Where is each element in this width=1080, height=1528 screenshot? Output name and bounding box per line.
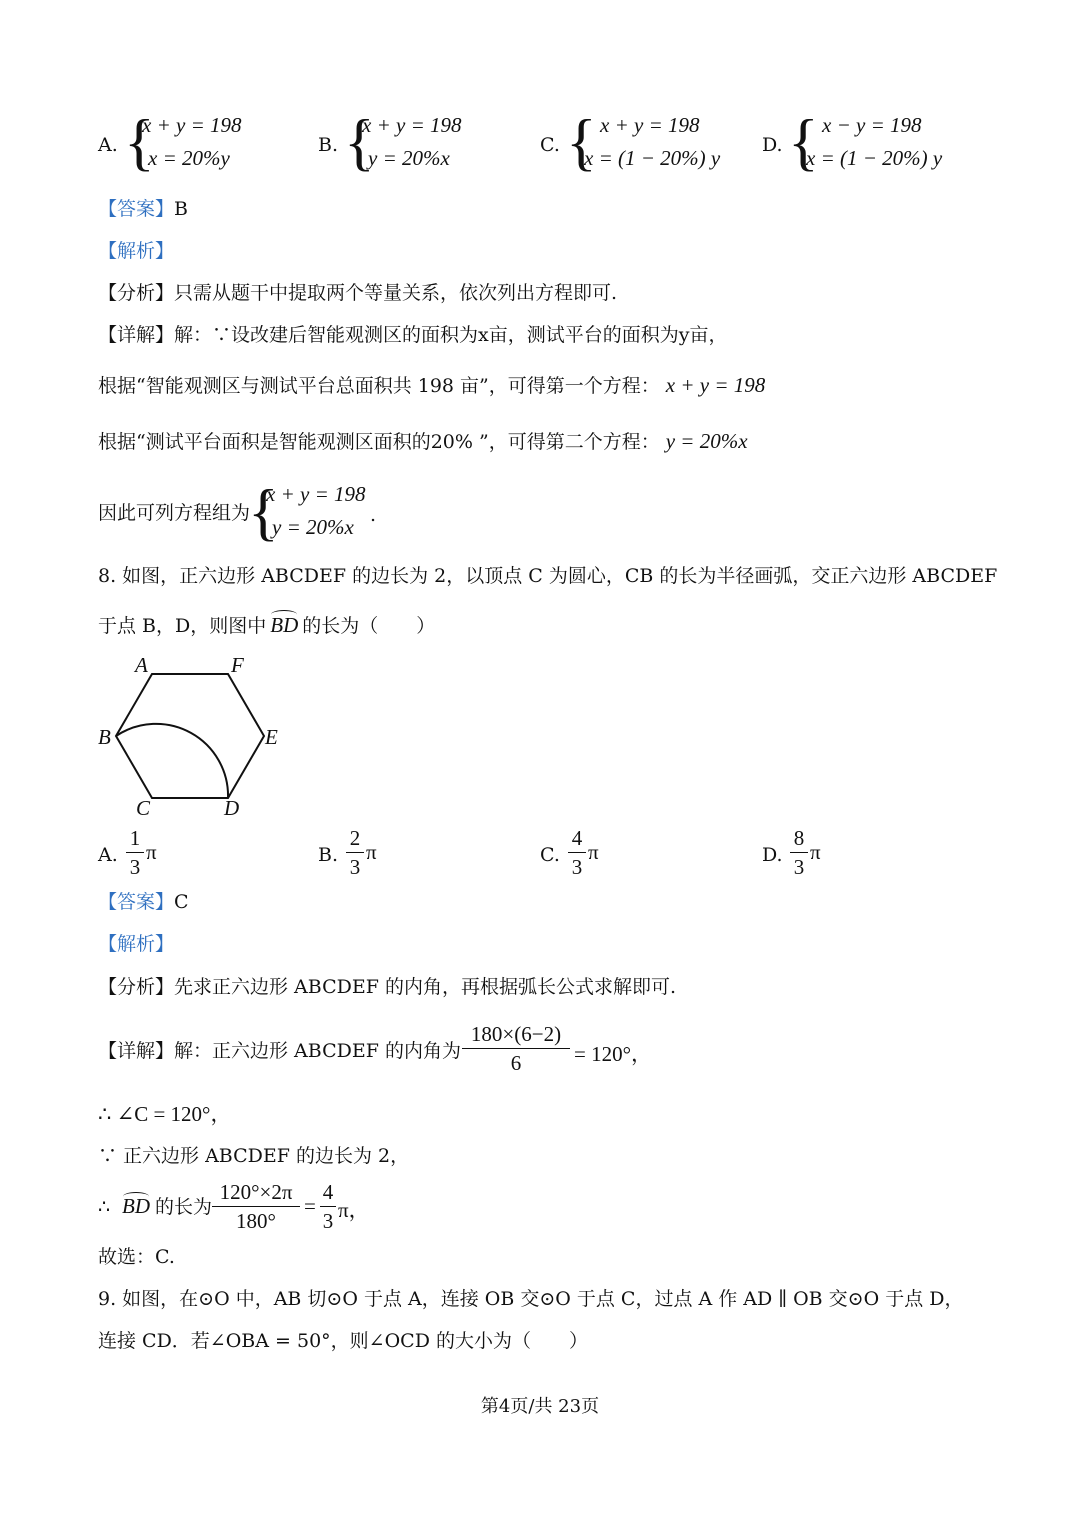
fraction: 1 3	[126, 826, 144, 879]
vertex-label-f: F	[231, 653, 244, 677]
brace: {	[248, 476, 279, 547]
brace: {	[788, 106, 819, 177]
q7-detail-line3: 根据“测试平台面积是智能观测区面积的20% ”，可得第二个方程： y = 20%x	[98, 429, 748, 453]
q8-answer: 【答案】C	[98, 891, 189, 913]
fraction: 8 3	[790, 826, 808, 879]
q8-analysis-heading: 【解析】	[98, 933, 175, 955]
vertex-label-a: A	[135, 653, 148, 677]
fraction: 180×(6−2) 6	[462, 1022, 570, 1075]
option-label: B.	[318, 134, 339, 156]
option-label: A.	[98, 134, 118, 156]
q9-stem-line2: 连接 CD．若∠OBA = 50°，则∠OCD 的大小为（ ）	[98, 1330, 588, 1352]
q8-stem-line1: 8. 如图，正六边形 ABCDEF 的边长为 2，以顶点 C 为圆心，CB 的长为半径画弧，交正六边形 ABCDEF	[98, 565, 998, 587]
hexagon-svg	[90, 650, 290, 825]
q9-stem-line1: 9. 如图，在⊙O 中，AB 切⊙O 于点 A，连接 OB 交⊙O 于点 C，过点 A 作 AD ∥ OB 交⊙O 于点 D，	[98, 1288, 964, 1310]
vertex-label-e: E	[265, 725, 278, 749]
q7-detail-line2: 根据“智能观测区与测试平台总面积共 198 亩”，可得第一个方程： x + y = 198	[98, 373, 766, 397]
q8-detail-line2: ∴ ∠C = 120°，	[98, 1102, 232, 1126]
q8-detail-line4: ∴ BD 的长为 120°×2π 180° = 4 3 π，	[98, 1180, 370, 1233]
fraction: 120°×2π 180°	[212, 1180, 300, 1233]
brace: {	[566, 106, 597, 177]
equation: y = 20%x	[368, 146, 450, 170]
q8-detail-line3: ∵ 正六边形 ABCDEF 的边长为 2，	[98, 1145, 410, 1167]
fraction: 2 3	[346, 826, 364, 879]
hexagon-shape	[116, 674, 264, 798]
page-footer: 第4页/共 23页	[480, 1396, 600, 1417]
q7-detail-line1: 【详解】解：∵设改建后智能观测区的面积为x亩，测试平台的面积为y亩，	[98, 324, 728, 346]
option-label: D.	[762, 134, 783, 156]
fraction: 4 3	[320, 1180, 336, 1233]
fraction: 4 3	[568, 826, 586, 879]
q7-fenxi: 【分析】只需从题干中提取两个等量关系，依次列出方程即可.	[98, 282, 618, 304]
equation: x = (1 − 20%) y	[806, 146, 943, 170]
brace: {	[344, 106, 375, 177]
vertex-label-b: B	[98, 725, 111, 749]
hexagon-figure	[90, 650, 290, 825]
q8-stem-line2: 于点 B，D，则图中 BD 的长为（ ）	[98, 613, 436, 637]
q7-answer: 【答案】B	[98, 198, 188, 220]
brace: {	[124, 106, 155, 177]
q8-fenxi: 【分析】先求正六边形 ABCDEF 的内角，再根据弧长公式求解即可.	[98, 976, 676, 998]
arc-bd: BD	[270, 613, 299, 637]
q8-detail-line5: 故选：C.	[98, 1246, 175, 1268]
equation: x + y = 198	[362, 113, 462, 137]
vertex-label-c: C	[136, 796, 151, 820]
option-label: C.	[540, 134, 560, 156]
arc-bd: BD	[122, 1194, 150, 1218]
arc-bd-curve	[116, 724, 228, 798]
equation: x = 20%y	[148, 146, 230, 170]
equation: x + y = 198	[142, 113, 242, 137]
q7-analysis-heading: 【解析】	[98, 240, 175, 262]
equation: x + y = 198	[600, 113, 700, 137]
vertex-label-d: D	[224, 796, 240, 820]
equation: x = (1 − 20%) y	[584, 146, 721, 170]
equation: x − y = 198	[822, 113, 922, 137]
